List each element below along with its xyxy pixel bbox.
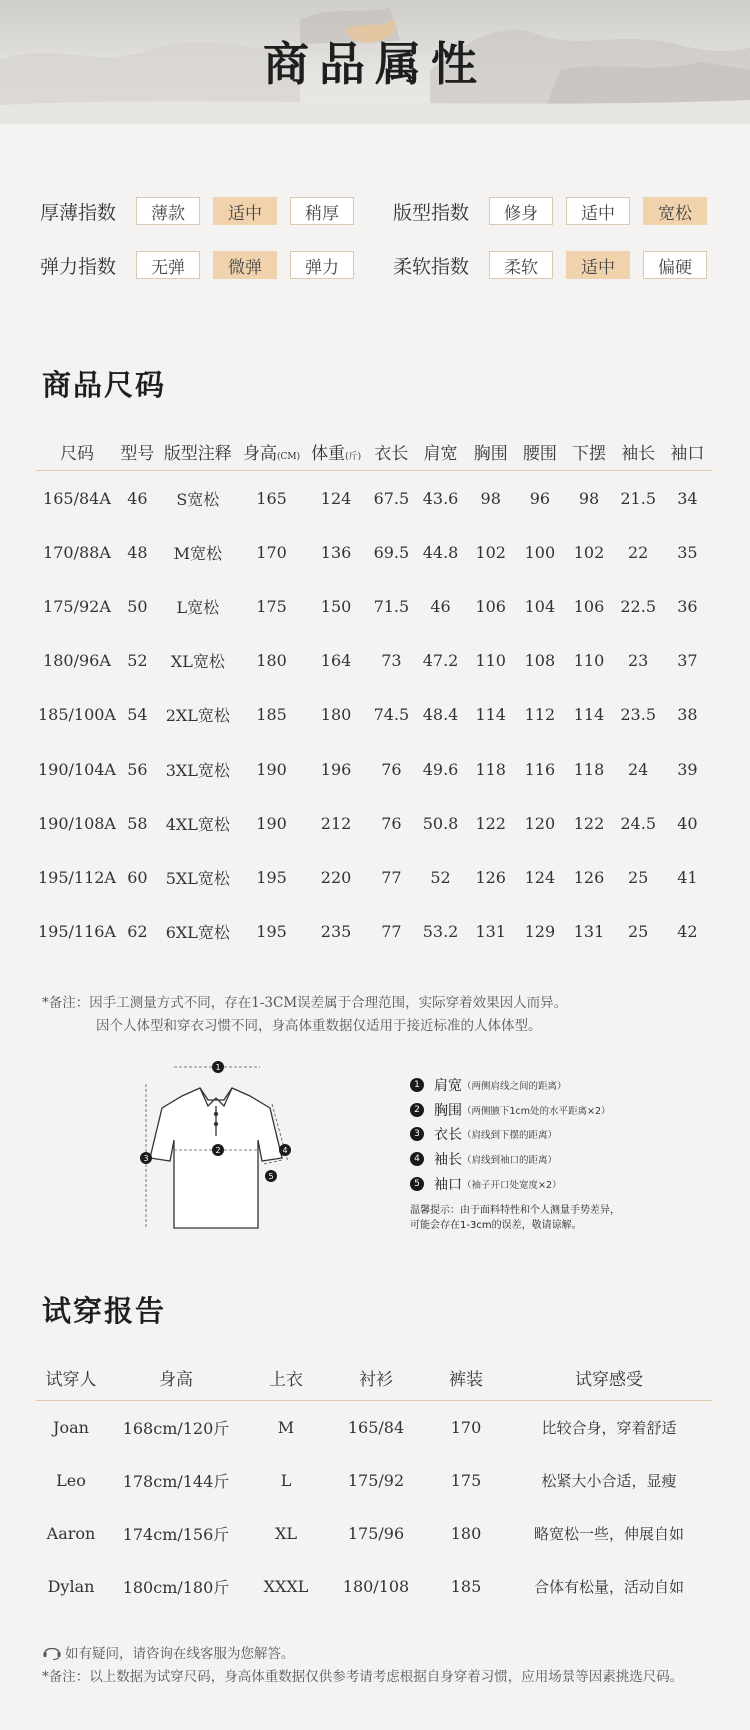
size-cell: 195/116A — [37, 922, 116, 942]
size-cell: 118 — [475, 759, 506, 779]
size-cell: 71.5 — [373, 596, 410, 616]
number-badge: 3 — [410, 1127, 424, 1141]
attr-chip-selected: 适中 — [566, 251, 630, 279]
size-cell: 76 — [381, 813, 402, 833]
size-cell: 150 — [320, 596, 352, 616]
legend-desc: （肩线到下摆的距离） — [462, 1130, 558, 1142]
svg-text:4: 4 — [282, 1146, 288, 1155]
legend-name: 衣长 — [434, 1127, 462, 1144]
size-cell: M宽松 — [173, 543, 222, 563]
size-cell: 129 — [524, 922, 556, 942]
size-cell: 60 — [127, 867, 148, 887]
header-cell-weight — [304, 432, 368, 471]
trial-cell: 180 — [450, 1524, 482, 1543]
size-cell: 96 — [529, 488, 551, 508]
attr-chip-selected: 宽松 — [643, 197, 707, 225]
ink-landscape-banner — [0, 0, 750, 124]
size-cell: 106 — [475, 596, 506, 616]
header-cell: 衬衫 — [326, 1355, 426, 1401]
trial-section-title: 试穿报告 — [42, 1294, 167, 1328]
number-badge: 1 — [410, 1078, 424, 1092]
size-cell: XL宽松 — [170, 652, 225, 672]
size-cell: 47.2 — [422, 651, 459, 671]
trial-cell: Joan — [53, 1418, 89, 1437]
size-cell: 50 — [127, 596, 148, 616]
size-cell: L宽松 — [176, 597, 220, 617]
size-cell: 180 — [256, 651, 287, 671]
size-cell: 196 — [320, 759, 352, 779]
header-unit: (斤) — [345, 451, 362, 462]
measure-tip — [410, 1203, 620, 1233]
attr-chip: 稍厚 — [290, 197, 354, 225]
attr-chip: 适中 — [566, 197, 630, 225]
size-cell: 165 — [256, 488, 287, 508]
size-cell: 62 — [127, 922, 148, 942]
size-cell: 4XL宽松 — [165, 814, 230, 834]
trial-cell: 170 — [450, 1418, 482, 1437]
size-cell: 50.8 — [422, 813, 459, 833]
size-cell: 100 — [524, 542, 556, 562]
tip-line: 可能会存在1-3cm的误差，敬请谅解。 — [410, 1220, 582, 1231]
trial-row — [36, 1560, 712, 1613]
size-note-line2: 因个人体型和穿衣习惯不同，身高体重数据仅适用于接近标准的人体体型。 — [96, 1018, 542, 1034]
size-cell: 38 — [677, 705, 698, 725]
measure-legend — [410, 1073, 611, 1196]
size-cell: 67.5 — [373, 488, 410, 508]
header-cell: 上衣 — [246, 1355, 326, 1401]
size-cell: 102 — [573, 542, 605, 562]
attr-chip: 偏硬 — [643, 251, 707, 279]
svg-text:2: 2 — [215, 1146, 221, 1155]
size-cell: 58 — [127, 813, 148, 833]
size-cell: 74.5 — [373, 705, 410, 725]
size-row — [36, 742, 712, 796]
trial-row — [36, 1507, 712, 1560]
legend-item — [410, 1147, 611, 1172]
size-cell: 195 — [256, 867, 287, 887]
header-cell: 肩宽 — [415, 432, 466, 471]
size-cell: 21.5 — [620, 488, 656, 508]
size-cell: 116 — [524, 759, 556, 779]
size-cell: 114 — [475, 705, 506, 725]
size-cell: 53.2 — [422, 922, 459, 942]
size-cell: 5XL宽松 — [165, 868, 230, 888]
size-cell: 180 — [320, 705, 352, 725]
size-cell: 22.5 — [620, 596, 656, 616]
header-cell: 袖口 — [663, 432, 712, 471]
trial-row — [36, 1454, 712, 1507]
footer-note: *备注：以上数据为试穿尺码，身高体重数据仅供参考请考虑根据自身穿着习惯，应用场景等因素挑选尺码。 — [42, 1669, 684, 1685]
size-cell: 220 — [320, 867, 352, 887]
size-cell: 131 — [573, 922, 605, 942]
size-cell: 34 — [677, 488, 698, 508]
size-table-header — [36, 432, 712, 471]
size-cell: 41 — [677, 867, 698, 887]
size-row — [36, 525, 712, 579]
size-cell: 40 — [677, 813, 698, 833]
size-cell: 43.6 — [422, 488, 459, 508]
size-cell: 110 — [573, 651, 605, 671]
trial-cell: 168cm/120斤 — [122, 1419, 230, 1438]
trial-cell: 178cm/144斤 — [122, 1472, 230, 1491]
size-row — [36, 905, 712, 959]
size-cell: 106 — [573, 596, 605, 616]
size-cell: 180/96A — [43, 651, 111, 671]
trial-cell: M — [277, 1418, 295, 1437]
size-section-title: 商品尺码 — [42, 368, 167, 402]
trial-cell: 175 — [450, 1471, 482, 1490]
header-cell: 裤装 — [426, 1355, 506, 1401]
size-cell: 46 — [127, 488, 148, 508]
attr-chip: 薄款 — [136, 197, 200, 225]
size-cell: 165/84A — [43, 488, 111, 508]
size-cell: 23 — [628, 651, 649, 671]
size-cell: 164 — [320, 651, 352, 671]
attr-chip: 柔软 — [489, 251, 553, 279]
size-cell: 170 — [256, 542, 287, 562]
size-cell: 131 — [475, 922, 506, 942]
size-cell: 102 — [475, 542, 506, 562]
attr-chip: 弹力 — [290, 251, 354, 279]
size-cell: 104 — [524, 596, 556, 616]
header-cell: 试穿感受 — [506, 1355, 712, 1401]
size-cell: 24.5 — [620, 813, 656, 833]
attr-chip-selected: 微弹 — [213, 251, 277, 279]
trial-cell: XL — [274, 1524, 297, 1543]
attr-label: 厚薄指数 — [40, 201, 117, 224]
size-cell: 39 — [677, 759, 698, 779]
header-label: 体重 — [311, 443, 346, 464]
trial-cell: 174cm/156斤 — [122, 1525, 230, 1544]
number-badge: 4 — [410, 1152, 424, 1166]
size-cell: 120 — [524, 813, 556, 833]
size-cell: 98 — [480, 488, 501, 508]
svg-text:1: 1 — [215, 1063, 221, 1072]
size-cell: 25 — [628, 922, 649, 942]
size-cell: 124 — [524, 867, 556, 887]
size-cell: 190/108A — [37, 813, 116, 833]
size-cell: 6XL宽松 — [165, 923, 230, 943]
header-label: 身高 — [242, 443, 277, 464]
svg-text:3: 3 — [143, 1154, 149, 1163]
trial-cell: 180cm/180斤 — [122, 1578, 230, 1597]
number-badge: 5 — [410, 1177, 424, 1191]
footer-question-text: 如有疑问，请咨询在线客服为您解答。 — [65, 1646, 295, 1662]
size-cell: 114 — [573, 705, 605, 725]
size-cell: 24 — [628, 759, 649, 779]
size-cell: 52 — [127, 651, 148, 671]
size-table — [36, 432, 712, 959]
size-cell: 73 — [381, 651, 402, 671]
size-cell: 77 — [381, 867, 402, 887]
legend-name: 袖口 — [434, 1176, 462, 1193]
header-cell: 胸围 — [466, 432, 515, 471]
size-cell: 46 — [430, 596, 451, 616]
size-cell: 35 — [677, 542, 698, 562]
size-cell: 110 — [475, 651, 506, 671]
size-cell: 37 — [677, 651, 698, 671]
size-cell: 190/104A — [37, 759, 116, 779]
size-cell: 48.4 — [422, 705, 459, 725]
size-row — [36, 850, 712, 904]
attr-elasticity — [40, 251, 367, 279]
size-row — [36, 471, 712, 526]
size-cell: 42 — [677, 922, 698, 942]
size-cell: 185 — [256, 705, 287, 725]
attr-thickness — [40, 197, 367, 225]
svg-text:5: 5 — [268, 1172, 274, 1181]
legend-name: 袖长 — [434, 1152, 462, 1169]
size-cell: 77 — [381, 922, 402, 942]
size-cell: 52 — [430, 867, 451, 887]
size-row — [36, 688, 712, 742]
attr-chip: 无弹 — [136, 251, 200, 279]
size-cell: 185/100A — [37, 705, 116, 725]
trial-cell: XXXL — [263, 1577, 309, 1596]
size-cell: 49.6 — [422, 759, 459, 779]
number-badge: 2 — [410, 1103, 424, 1117]
size-cell: 3XL宽松 — [165, 760, 230, 780]
size-cell: 23.5 — [620, 705, 656, 725]
header-cell: 下摆 — [564, 432, 613, 471]
trial-cell: 180/108 — [342, 1577, 410, 1596]
legend-desc: （两侧腋下1cm处的水平距离×2） — [462, 1105, 611, 1117]
trial-cell: Leo — [56, 1471, 86, 1490]
size-cell: 112 — [524, 705, 556, 725]
header-cell: 型号 — [118, 432, 157, 471]
size-cell: 175 — [256, 596, 287, 616]
size-cell: 124 — [320, 488, 352, 508]
header-cell: 尺码 — [36, 432, 118, 471]
size-cell: 122 — [573, 813, 605, 833]
size-cell: 235 — [320, 922, 352, 942]
attr-chip: 修身 — [489, 197, 553, 225]
trial-cell: L — [280, 1471, 292, 1490]
size-cell: 195 — [256, 922, 287, 942]
trial-table — [36, 1355, 712, 1613]
legend-desc: （袖子开口处宽度×2） — [462, 1179, 562, 1191]
header-cell-height — [239, 432, 305, 471]
size-cell: 175/92A — [43, 596, 111, 616]
size-cell: 36 — [677, 596, 698, 616]
legend-desc: （肩线到袖口的距离） — [462, 1155, 558, 1167]
size-cell: 126 — [573, 867, 605, 887]
size-cell: 54 — [127, 705, 148, 725]
size-note-line1: *备注：因手工测量方式不同，存在1-3CM误差属于合理范围，实际穿着效果因人而异。 — [42, 995, 568, 1011]
trial-cell: 165/84 — [347, 1418, 405, 1437]
size-cell: 212 — [320, 813, 352, 833]
trial-cell: 175/96 — [347, 1524, 405, 1543]
size-cell: S宽松 — [176, 489, 220, 509]
trial-cell: 略宽松一些，伸展自如 — [533, 1525, 684, 1543]
legend-item — [410, 1073, 611, 1098]
size-cell: 122 — [475, 813, 506, 833]
trial-cell: 185 — [450, 1577, 482, 1596]
size-cell: 56 — [127, 759, 148, 779]
trial-cell: 松紧大小合适，显瘦 — [541, 1472, 677, 1490]
legend-name: 胸围 — [434, 1102, 462, 1119]
trial-cell: Dylan — [47, 1577, 95, 1596]
size-cell: 170/88A — [43, 542, 111, 562]
header-cell: 腰围 — [515, 432, 564, 471]
legend-item — [410, 1122, 611, 1147]
size-cell: 195/112A — [37, 867, 116, 887]
size-cell: 108 — [524, 651, 556, 671]
header-cell: 版型注释 — [157, 432, 239, 471]
customer-service-icon — [42, 1643, 62, 1661]
header-cell: 衣长 — [368, 432, 415, 471]
attr-label: 版型指数 — [393, 201, 470, 224]
size-cell: 190 — [256, 813, 287, 833]
legend-name: 肩宽 — [434, 1078, 462, 1095]
size-cell: 69.5 — [373, 542, 410, 562]
shirt-measure-diagram-icon — [140, 1058, 300, 1233]
size-row — [36, 579, 712, 633]
attr-chip-selected: 适中 — [213, 197, 277, 225]
attr-fit — [393, 197, 720, 225]
size-cell: 98 — [578, 488, 600, 508]
header-unit: (CM) — [276, 451, 301, 462]
size-cell: 190 — [256, 759, 287, 779]
size-cell: 25 — [628, 867, 649, 887]
tip-line: 温馨提示：由于面料特性和个人测量手势差异， — [410, 1205, 620, 1216]
size-cell: 126 — [475, 867, 506, 887]
attr-label: 弹力指数 — [40, 255, 117, 278]
trial-cell: 比较合身，穿着舒适 — [541, 1419, 677, 1437]
trial-table-header — [36, 1355, 712, 1401]
trial-cell: 合体有松量，活动自如 — [533, 1578, 684, 1596]
trial-row — [36, 1401, 712, 1455]
header-cell: 袖长 — [614, 432, 663, 471]
size-cell: 44.8 — [422, 542, 459, 562]
size-row — [36, 634, 712, 688]
legend-item — [410, 1098, 611, 1123]
trial-cell: Aaron — [46, 1524, 96, 1543]
legend-item — [410, 1171, 611, 1196]
banner-title: 商品属性 — [263, 37, 487, 91]
legend-desc: （两侧肩线之间的距离） — [462, 1081, 567, 1093]
size-cell: 2XL宽松 — [165, 706, 230, 726]
attr-label: 柔软指数 — [393, 255, 470, 278]
header-cell: 身高 — [106, 1355, 246, 1401]
size-cell: 118 — [573, 759, 605, 779]
footer-question — [42, 1642, 295, 1662]
header-cell: 试穿人 — [36, 1355, 106, 1401]
size-cell: 22 — [628, 542, 649, 562]
size-cell: 136 — [320, 542, 352, 562]
trial-cell: 175/92 — [347, 1471, 405, 1490]
size-cell: 76 — [381, 759, 402, 779]
size-cell: 48 — [127, 542, 148, 562]
size-row — [36, 796, 712, 850]
attr-softness — [393, 251, 720, 279]
